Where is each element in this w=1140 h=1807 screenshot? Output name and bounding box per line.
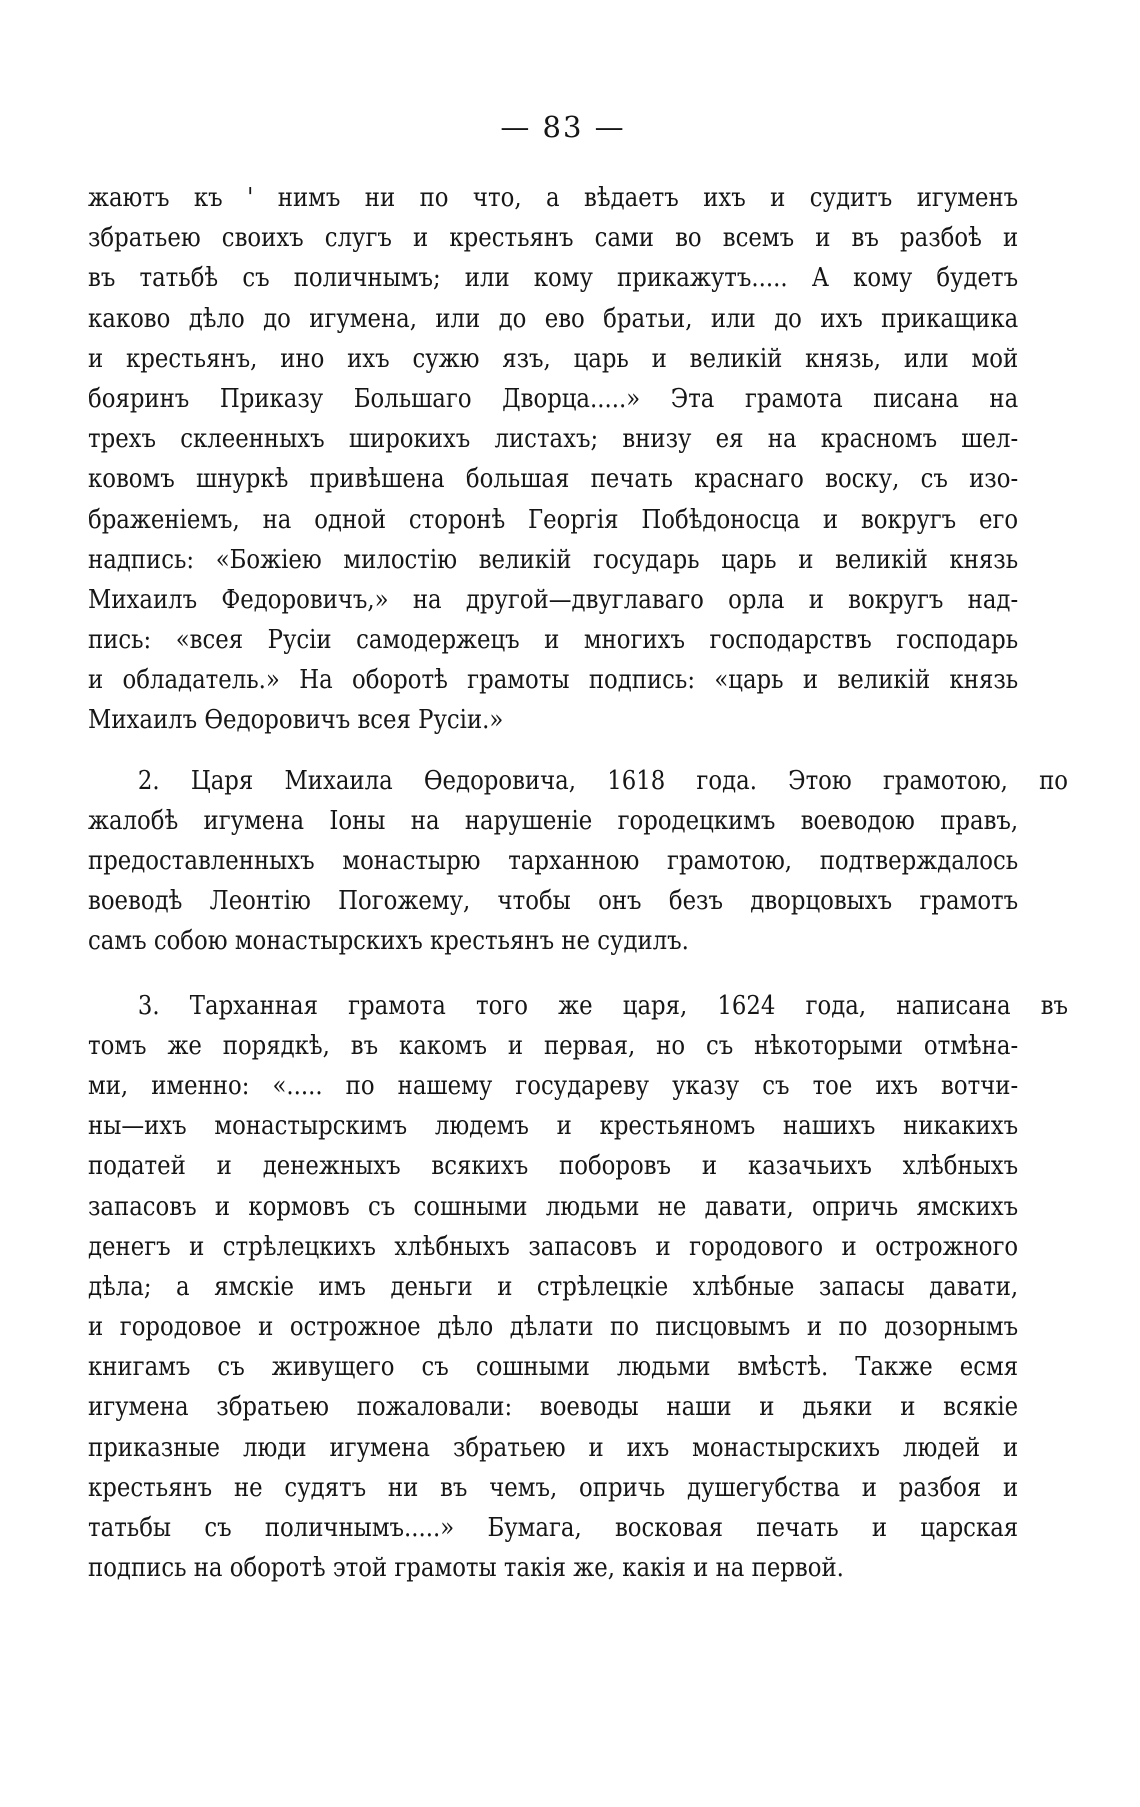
text-line: и городовое и острожное дѣло дѣлати по писцовымъ и по дозорнымъ xyxy=(88,1311,1019,1343)
text-line: предоставленныхъ монастырю тарханною грамотою, подтверждалось xyxy=(88,845,1019,876)
text-line: Михаилъ Федоровичъ,» на другой—двуглаваго орла и вокругъ над- xyxy=(88,583,1019,615)
text-line: въ татьбѣ съ поличнымъ; или кому прикажутъ..... А кому будетъ xyxy=(88,262,1019,294)
text-line: податей и денежныхъ всякихъ поборовъ и казачьихъ хлѣбныхъ xyxy=(88,1150,1019,1182)
paragraph-3 xyxy=(88,986,1069,1589)
text-line: денегъ и стрѣлецкихъ хлѣбныхъ запасовъ и городового и острожного xyxy=(88,1230,1019,1262)
text-line: Михаилъ Ѳедоровичъ всея Русіи.» xyxy=(88,704,504,736)
text-line: жаютъ къ ' нимъ ни по что, а вѣдаетъ ихъ и судитъ игуменъ xyxy=(88,182,1019,213)
text-line: трехъ склеенныхъ широкихъ листахъ; внизу ея на красномъ шел- xyxy=(88,423,1019,455)
text-line: дѣла; а ямскіе имъ деньги и стрѣлецкіе хлѣбные запасы давати, xyxy=(88,1270,1019,1302)
paragraph-2 xyxy=(88,761,1069,962)
text-line: збратьею своихъ слугъ и крестьянъ сами во всемъ и въ разбоѣ и xyxy=(88,222,1019,254)
text-line: книгамъ съ живущего съ сошными людьми вмѣстѣ. Также есмя xyxy=(88,1351,1019,1383)
text-line: запасовъ и кормовъ съ сошными людьми не давати, опричь ямскихъ xyxy=(88,1190,1019,1222)
text-line: жалобѣ игумена Іоны на нарушеніе городецкимъ воеводою правъ, xyxy=(88,804,1019,836)
paragraph-continuation xyxy=(88,178,1018,741)
text-line: воеводѣ Леонтію Погожему, чтобы онъ безъ дворцовыхъ грамотъ xyxy=(88,885,1019,917)
text-line: подпись на оборотѣ этой грамоты такія же, какія и на первой. xyxy=(88,1552,844,1584)
text-line: браженіемъ, на одной сторонѣ Георгія Побѣдоносца и вокругъ его xyxy=(88,503,1019,535)
text-line: ми, именно: «..... по нашему государеву указу съ тое ихъ вотчи- xyxy=(88,1069,1019,1101)
text-line: татьбы съ поличнымъ.....» Бумага, восковая печать и царская xyxy=(88,1512,1019,1543)
text-line: томъ же порядкѣ, въ какомъ и первая, но съ нѣкоторыми отмѣна- xyxy=(88,1029,1019,1061)
text-line: приказные люди игумена збратьею и ихъ монастырскихъ людей и xyxy=(88,1431,1019,1463)
text-line: игумена збратьею пожаловали: воеводы наши и дьяки и всякіе xyxy=(88,1391,1019,1423)
text-line: ны—ихъ монастырскимъ людемъ и крестьяномъ нашихъ никакихъ xyxy=(88,1110,1019,1142)
text-line: каково дѣло до игумена, или до ево братьи, или до ихъ прикащика xyxy=(88,302,1019,334)
text-line: ковомъ шнуркѣ привѣшена большая печать краснаго воску, съ изо- xyxy=(88,463,1019,495)
text-line: крестьянъ не судятъ ни въ чемъ, опричь душегубства и разбоя и xyxy=(88,1471,1019,1503)
page-number: — 83 — xyxy=(500,110,626,144)
text-line: надпись: «Божіею милостію великій государь царь и великій князь xyxy=(88,543,1019,575)
text-line: самъ собою монастырскихъ крестьянъ не судилъ. xyxy=(88,925,689,957)
text-line: и крестьянъ, ино ихъ сужю язъ, царь и великій князь, или мой xyxy=(88,342,1019,374)
text-line: 2. Царя Михаила Ѳедоровича, 1618 года. Этою грамотою, по xyxy=(137,764,1069,796)
text-line: пись: «всея Русіи самодержецъ и многихъ господарствъ господарь xyxy=(88,624,1019,656)
text-line: и обладатель.» На оборотѣ грамоты подпись: «царь и великій князь xyxy=(88,664,1019,696)
text-line: бояринъ Приказу Большаго Дворца.....» Эта грамота писана на xyxy=(88,382,1019,414)
text-line: 3. Тарханная грамота того же царя, 1624 года, написана въ xyxy=(137,989,1069,1021)
